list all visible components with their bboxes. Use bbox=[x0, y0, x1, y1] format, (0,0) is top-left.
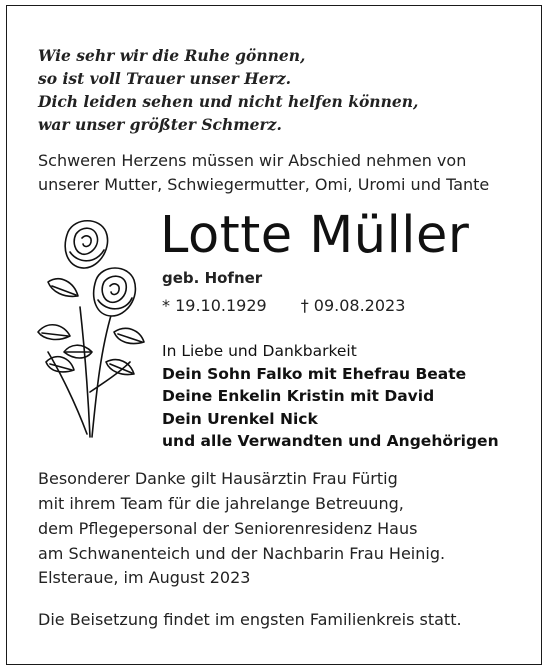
poem-line: Dich leiden sehen und nicht helfen können, bbox=[38, 92, 419, 111]
place-date: Elsteraue, im August 2023 bbox=[38, 568, 251, 587]
rose-icon bbox=[30, 212, 150, 442]
thanks-text bbox=[38, 466, 445, 566]
thanks-line: mit ihrem Team für die jahrelange Betreuung, bbox=[38, 494, 404, 513]
mourner-line: Deine Enkelin Kristin mit David bbox=[162, 387, 435, 405]
death-date: † 09.08.2023 bbox=[300, 296, 406, 315]
burial-note: Die Beisetzung findet im engsten Familienkreis statt. bbox=[38, 610, 462, 629]
mourner-line: Dein Sohn Falko mit Ehefrau Beate bbox=[162, 364, 467, 383]
mourners-list bbox=[162, 340, 499, 453]
thanks-line: Besonderer Danke gilt Hausärztin Frau Fürtig bbox=[38, 469, 398, 488]
thanks-line: dem Pflegepersonal der Seniorenresidenz Haus bbox=[38, 519, 418, 538]
poem-line: so ist voll Trauer unser Herz. bbox=[38, 69, 292, 88]
mourner-line: Dein Urenkel Nick bbox=[162, 409, 318, 428]
intro-line: Schweren Herzens müssen wir Abschied nehmen von bbox=[38, 151, 467, 170]
birth-date: * 19.10.1929 bbox=[162, 296, 267, 315]
poem-line: war unser größter Schmerz. bbox=[38, 115, 282, 134]
thanks-line: am Schwanenteich und der Nachbarin Frau Heinig. bbox=[38, 544, 446, 563]
intro-line: unserer Mutter, Schwiegermutter, Omi, Uromi und Tante bbox=[38, 175, 490, 194]
mourner-line: und alle Verwandten und Angehörigen bbox=[162, 432, 499, 450]
maiden-name: geb. Hofner bbox=[162, 269, 263, 287]
deceased-name: Lotte Müller bbox=[160, 206, 470, 265]
intro-text bbox=[38, 149, 489, 197]
poem-line: Wie sehr wir die Ruhe gönnen, bbox=[38, 46, 306, 65]
mourners-lead: In Liebe und Dankbarkeit bbox=[162, 342, 357, 360]
life-dates bbox=[162, 296, 405, 315]
poem bbox=[38, 44, 418, 136]
